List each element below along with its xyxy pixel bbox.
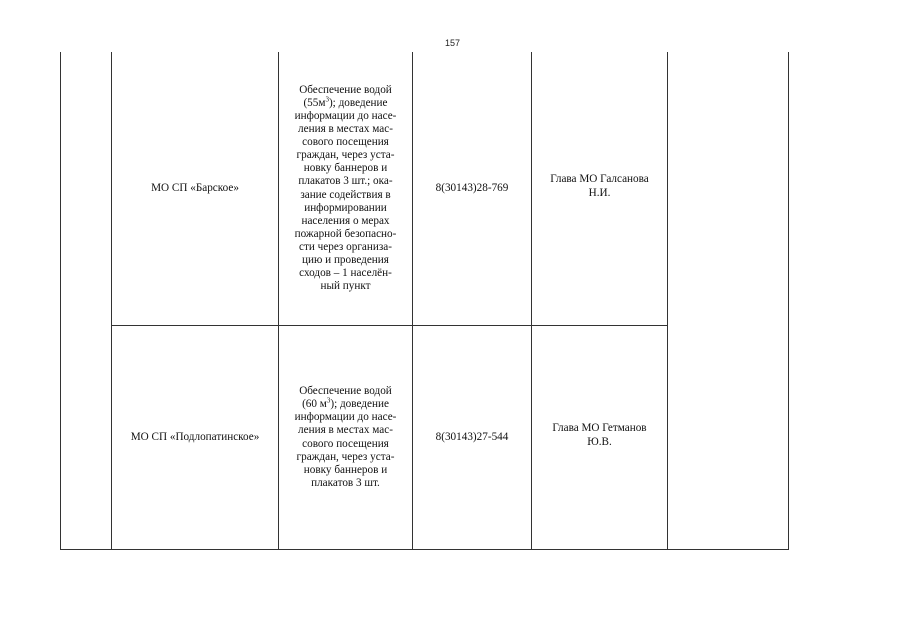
- text-line: зание содействия в: [300, 188, 391, 201]
- text-line: ления в местах мас-: [298, 424, 393, 437]
- phone-text: 8(30143)27-544: [435, 430, 509, 443]
- phone-text: 8(30143)28-769: [435, 181, 509, 194]
- text-line: сового посещения: [302, 437, 389, 450]
- text-line: ления в местах мас-: [298, 123, 393, 136]
- responsible-text: [552, 422, 646, 448]
- phone-cell: [413, 52, 531, 325]
- text-line: граждан, через уста-: [296, 149, 395, 162]
- text-line: Обеспечение водой: [299, 83, 392, 96]
- table-border-right: [788, 52, 789, 550]
- text-line: цию и проведения: [302, 253, 389, 266]
- text-line: населения о мерах: [301, 214, 390, 227]
- text-line: сходов – 1 населён-: [299, 267, 392, 280]
- table-border-left: [60, 52, 61, 550]
- text-line: информации до насе-: [294, 411, 397, 424]
- measures-cell: [279, 326, 412, 549]
- municipality-cell: МО СП «Барское»: [151, 181, 239, 194]
- table-row: [112, 52, 278, 325]
- text-line: пожарной безопасно-: [294, 227, 397, 240]
- text-line: информировании: [304, 201, 387, 214]
- text-line: Глава МО Гетманов: [552, 422, 647, 435]
- text-line: Ю.В.: [587, 435, 612, 448]
- text-line: сти через организа-: [299, 240, 392, 253]
- measures-cell: [279, 52, 412, 325]
- table-row: [112, 326, 278, 549]
- responsible-cell: [532, 52, 667, 325]
- text-line: новку баннеров и: [303, 162, 388, 175]
- text-line: информации до насе-: [294, 109, 397, 122]
- text-line: Обеспечение водой: [299, 385, 392, 398]
- text-line: граждан, через уста-: [296, 450, 395, 463]
- responsible-text: [550, 173, 648, 199]
- text-line: ный пункт: [320, 280, 371, 293]
- text-line: плакатов 3 шт.: [311, 476, 380, 489]
- text-line: Глава МО Галсанова: [550, 173, 649, 186]
- table-border-bottom: [60, 549, 789, 550]
- text-line: сового посещения: [302, 136, 389, 149]
- text-line: новку баннеров и: [303, 463, 388, 476]
- text-line: Н.И.: [588, 186, 611, 199]
- text-line: (60 $м^3$); доведение: [302, 396, 389, 411]
- text-line: плакатов 3 шт.; ока-: [298, 175, 393, 188]
- responsible-cell: [532, 326, 667, 549]
- text-line: $(55м^3)$; доведение: [303, 95, 388, 109]
- municipality-cell: МО СП «Подлопатинское»: [130, 430, 260, 443]
- measures-text: [295, 385, 397, 490]
- table-column-divider: [667, 52, 668, 550]
- phone-cell: [413, 326, 531, 549]
- measures-text: [295, 84, 397, 294]
- page-number: 157: [444, 38, 461, 48]
